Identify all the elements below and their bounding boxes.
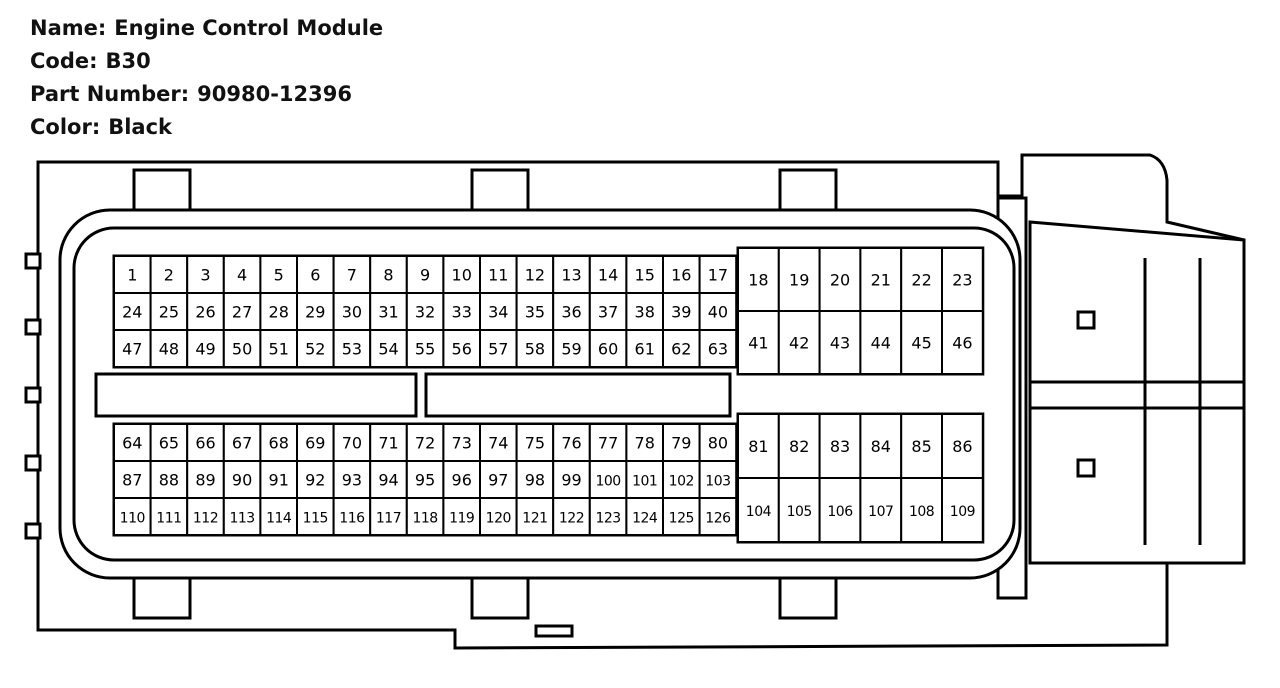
center-slot-right <box>426 374 730 416</box>
pin-number: 40 <box>707 302 729 322</box>
pin-number: 93 <box>341 470 363 490</box>
pin-number: 69 <box>305 433 326 453</box>
pin-number: 124 <box>632 510 658 527</box>
pin-number: 99 <box>561 470 582 490</box>
pin-number: 110 <box>119 510 145 527</box>
pin-number: 119 <box>449 510 475 527</box>
pin-number: 51 <box>268 339 289 359</box>
name-value: Engine Control Module <box>114 16 384 40</box>
pin-number: 20 <box>829 270 851 290</box>
pin-number: 42 <box>789 333 810 353</box>
left-upper-block <box>114 256 736 367</box>
pin-number: 109 <box>949 504 976 520</box>
pin-number: 24 <box>122 302 143 322</box>
pin-number: 105 <box>786 504 812 520</box>
pin-number: 111 <box>156 510 182 527</box>
pin-number: 85 <box>911 437 932 456</box>
pin-number: 103 <box>705 473 731 490</box>
pin-number: 28 <box>268 302 289 322</box>
pin-number: 81 <box>748 437 769 456</box>
center-slot-left <box>96 374 416 416</box>
pin-number: 108 <box>908 504 935 520</box>
pin-number: 13 <box>561 265 582 285</box>
right-upper-block <box>738 248 983 374</box>
pin-number: 74 <box>488 433 509 453</box>
pin-number: 121 <box>522 510 548 527</box>
pin-number: 76 <box>561 433 582 453</box>
pin-number: 4 <box>237 265 248 285</box>
pin-number: 31 <box>378 302 399 322</box>
pin-number: 33 <box>451 302 472 322</box>
pin-number: 49 <box>195 339 216 359</box>
pin-number: 9 <box>420 265 431 285</box>
top-tab-2 <box>472 170 528 210</box>
pin-number: 38 <box>634 302 655 322</box>
pin-number: 25 <box>158 302 180 322</box>
pin-number: 16 <box>671 265 692 285</box>
pin-number: 120 <box>485 510 511 527</box>
pin-number: 87 <box>122 470 143 490</box>
bottom-tab-3 <box>780 578 836 618</box>
side-clip-5 <box>26 524 40 538</box>
pin-number: 115 <box>302 510 328 527</box>
pin-number: 46 <box>952 333 973 353</box>
pin-number: 107 <box>868 504 894 520</box>
pin-number: 68 <box>268 433 289 453</box>
pin-number: 36 <box>561 302 582 322</box>
code-label: Code: <box>30 49 98 73</box>
pin-number: 88 <box>158 470 180 490</box>
pin-number: 104 <box>745 504 772 520</box>
pin-number: 78 <box>634 433 655 453</box>
side-clip-1 <box>26 254 40 268</box>
pin-number: 60 <box>597 339 619 359</box>
pin-number: 3 <box>200 265 211 285</box>
latch-slot-lower <box>1078 460 1094 476</box>
pin-number: 65 <box>158 433 180 453</box>
pin-number: 48 <box>158 339 180 359</box>
side-clip-2 <box>26 320 40 334</box>
color-value: Black <box>108 115 173 139</box>
pin-number: 83 <box>829 437 851 456</box>
pin-number: 94 <box>378 470 399 490</box>
latch-body <box>1030 222 1244 563</box>
pin-number: 113 <box>229 510 255 527</box>
pin-number: 73 <box>451 433 472 453</box>
pin-number: 7 <box>346 265 357 285</box>
pin-number: 10 <box>451 265 472 285</box>
pin-number: 12 <box>524 265 546 285</box>
part-number-value: 90980-12396 <box>197 82 352 106</box>
pin-number: 23 <box>952 270 973 290</box>
pin-number: 126 <box>705 510 731 527</box>
pin-number: 77 <box>597 433 619 453</box>
pin-number: 50 <box>231 339 253 359</box>
pin-number: 15 <box>634 265 655 285</box>
pin-number: 106 <box>827 504 853 520</box>
pin-number: 70 <box>341 433 363 453</box>
bottom-tab-2 <box>472 578 528 618</box>
pin-number: 47 <box>122 339 143 359</box>
pin-number: 64 <box>122 433 143 453</box>
name-label: Name: <box>30 16 107 40</box>
pin-number: 71 <box>378 433 399 453</box>
pin-number: 21 <box>870 270 891 290</box>
pin-number: 90 <box>231 470 253 490</box>
pin-number: 72 <box>414 433 436 453</box>
side-clip-3 <box>26 388 40 402</box>
code-value: B30 <box>105 49 151 73</box>
pin-number: 14 <box>597 265 619 285</box>
pin-number: 32 <box>414 302 436 322</box>
pin-number: 67 <box>231 433 253 453</box>
pin-number: 101 <box>632 473 658 490</box>
pin-number: 17 <box>707 265 729 285</box>
pin-number: 41 <box>748 333 769 353</box>
pin-number: 102 <box>668 473 694 490</box>
pin-number: 122 <box>558 510 585 527</box>
pin-number: 55 <box>414 339 436 359</box>
pin-number: 59 <box>561 339 582 359</box>
pin-number: 11 <box>488 265 509 285</box>
pin-number: 98 <box>524 470 546 490</box>
pin-number: 5 <box>273 265 284 285</box>
pin-number: 114 <box>266 510 292 527</box>
pin-number: 82 <box>789 437 810 456</box>
pin-number: 96 <box>451 470 472 490</box>
pin-number: 97 <box>488 470 509 490</box>
pin-number: 56 <box>451 339 472 359</box>
top-tab-3 <box>780 170 836 210</box>
pin-number: 45 <box>911 333 932 353</box>
pin-number: 100 <box>595 473 621 490</box>
pin-number: 43 <box>829 333 851 353</box>
pin-number: 37 <box>597 302 619 322</box>
pin-number: 118 <box>412 510 438 527</box>
pin-number: 123 <box>595 510 621 527</box>
top-tab-1 <box>134 170 190 210</box>
pin-number: 22 <box>911 270 932 290</box>
part-number-label: Part Number: <box>30 82 190 106</box>
latch-slot-upper <box>1078 312 1094 328</box>
pin-number: 91 <box>268 470 289 490</box>
pin-number: 34 <box>488 302 509 322</box>
pin-number: 116 <box>339 510 365 527</box>
left-lower-block <box>114 424 736 535</box>
pin-number: 57 <box>488 339 509 359</box>
side-clip-4 <box>26 456 40 470</box>
pin-number: 39 <box>671 302 692 322</box>
pin-number: 18 <box>748 270 769 290</box>
pin-number: 80 <box>707 433 729 453</box>
pin-number: 125 <box>668 510 694 527</box>
pin-number: 58 <box>524 339 546 359</box>
pin-number: 84 <box>870 437 891 456</box>
bottom-tab-1 <box>134 578 190 618</box>
pin-number: 19 <box>789 270 810 290</box>
pin-number: 89 <box>195 470 216 490</box>
pin-number: 86 <box>952 437 973 456</box>
pin-number: 52 <box>305 339 326 359</box>
bottom-notch <box>536 626 572 636</box>
color-label: Color: <box>30 115 101 139</box>
pin-number: 53 <box>341 339 363 359</box>
pin-number: 8 <box>383 265 394 285</box>
pin-number: 62 <box>671 339 692 359</box>
pin-number: 44 <box>870 333 891 353</box>
pin-number: 95 <box>414 470 436 490</box>
pin-number: 66 <box>195 433 216 453</box>
pin-number: 61 <box>634 339 655 359</box>
pin-number: 63 <box>707 339 729 359</box>
right-lower-block <box>738 414 983 542</box>
pin-number: 29 <box>305 302 326 322</box>
pin-number: 35 <box>524 302 546 322</box>
pin-number: 112 <box>192 510 219 527</box>
pin-number: 27 <box>231 302 253 322</box>
pin-number: 6 <box>310 265 321 285</box>
pin-number: 79 <box>671 433 692 453</box>
pin-number: 117 <box>375 510 402 527</box>
pin-number: 75 <box>524 433 546 453</box>
pin-number: 30 <box>341 302 363 322</box>
pin-number: 54 <box>378 339 399 359</box>
pin-number: 1 <box>127 265 138 285</box>
pin-number: 2 <box>163 265 174 285</box>
pin-number: 92 <box>305 470 326 490</box>
pin-number: 26 <box>195 302 216 322</box>
